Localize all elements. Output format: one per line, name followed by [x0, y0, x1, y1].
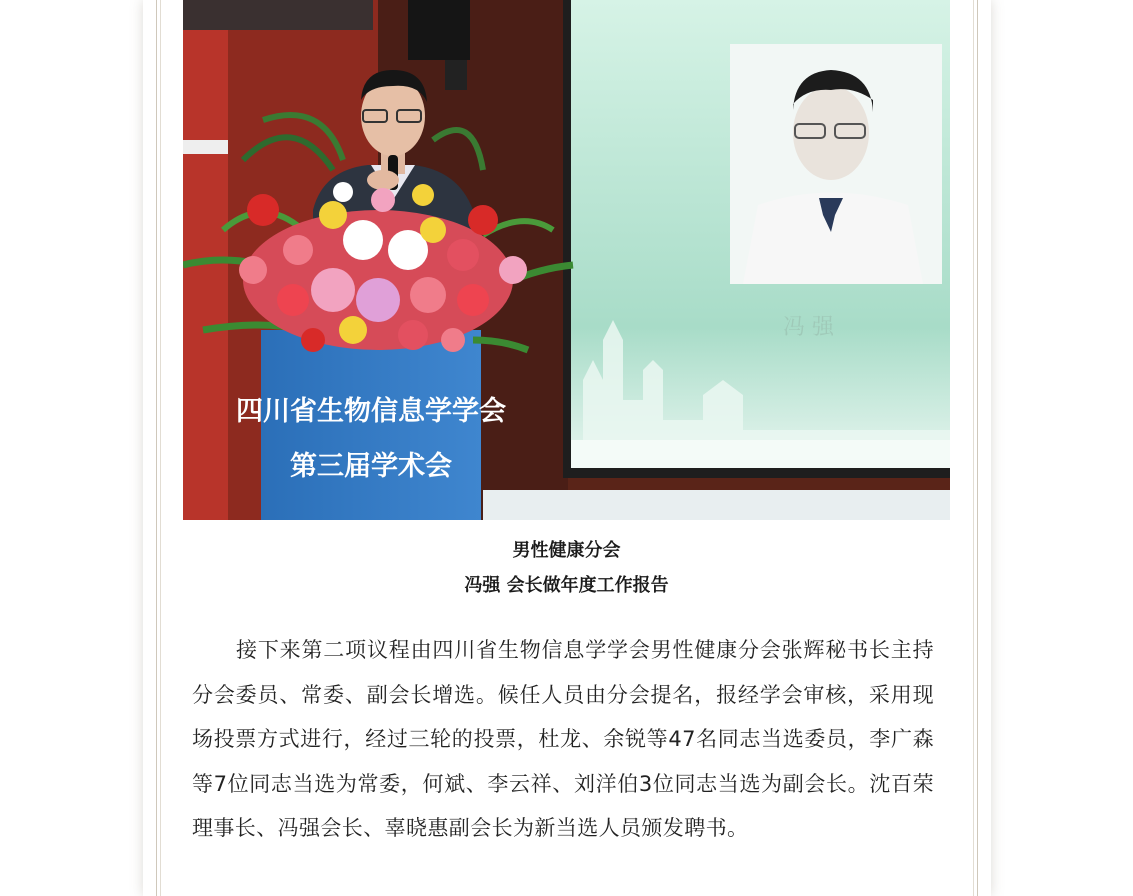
article-paragraph: 接下来第二项议程由四川省生物信息学学会男性健康分会张辉秘书长主持分会委员、常委、副会长增选。候任人员由分会提名，报经学会审核，采用现场投票方式进行，经过三轮的投票，杜龙、余锐等47名同志当选委员，李广森等7位同志当选为常委，何斌、李云祥、刘洋伯3位同志当选为副会长。沈百荣理事长、冯强会长、辜晓惠副会长为新当选人员颁发聘书。: [192, 638, 934, 840]
podium-text-line2: 第三届学术会: [290, 451, 452, 482]
podium-text-line1: 四川省生物信息学学会: [236, 396, 506, 427]
event-photo: [183, 0, 950, 520]
photo-caption-title: 男性健康分会: [512, 540, 621, 561]
frame-border-left-inner: [160, 0, 161, 896]
frame-border-right-inner: [973, 0, 974, 896]
photo-caption-subtitle: 冯强 会长做年度工作报告: [464, 575, 669, 596]
frame-border-left-outer: [156, 0, 157, 896]
frame-border-right-outer: [977, 0, 978, 896]
screen-name-text: 冯 强: [783, 315, 834, 340]
